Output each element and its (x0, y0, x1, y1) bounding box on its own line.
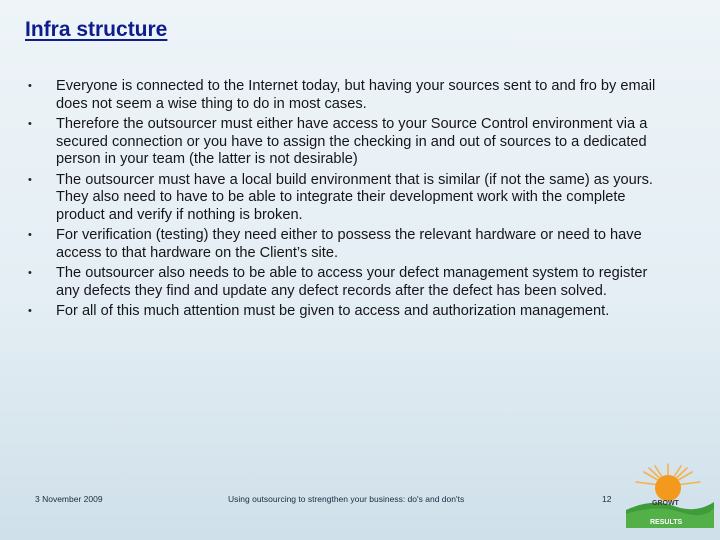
bullet-text: The outsourcer must have a local build environment that is similar (if not the same) as yours. They also need to have to be able to integrate their development work with the complete product and verify if nothing is broken. (56, 171, 653, 223)
bullet-marker: • (28, 173, 32, 186)
bullet-item (24, 227, 674, 262)
bullet-marker: • (28, 229, 32, 241)
bullet-marker: • (28, 118, 32, 130)
bullet-text: Everyone is connected to the Internet today, but having your sources sent to and fro by email does not seem a wise thing to do in most cases. (56, 78, 656, 112)
bullet-item (24, 303, 674, 321)
bullet-marker: • (28, 305, 32, 317)
bullet-text: For all of this much attention must be given to access and authorization management. (56, 303, 610, 319)
bullet-text: Therefore the outsourcer must either have access to your Source Control environment via a secured connection or you have to assign the checking in and out of sources to a dedicated person in your team (the latter is not desirable) (56, 116, 648, 167)
bullet-item (24, 116, 674, 169)
bullet-text: The outsourcer also needs to be able to access your defect management system to register any defects they find and update any defect records after the defect has been solved. (56, 265, 648, 299)
logo-text-top: GROWT (652, 500, 679, 507)
logo-text-bottom: RESULTS (650, 519, 683, 526)
bullet-item (24, 172, 674, 225)
bullet-item (24, 78, 674, 113)
footer-title: Using outsourcing to strengthen your business: do's and don'ts (228, 494, 465, 504)
page-number: 12 (602, 494, 612, 504)
footer-date: 3 November 2009 (35, 494, 103, 504)
bullet-list (24, 78, 674, 324)
bullet-item (24, 265, 674, 300)
slide-title: Infra structure (25, 18, 168, 41)
sun-logo-icon (622, 458, 716, 536)
bullet-marker: • (28, 267, 32, 279)
bullet-marker: • (28, 80, 32, 92)
bullet-text: For verification (testing) they need either to possess the relevant hardware or need to have access to that hardware on the Client’s site. (56, 227, 642, 261)
